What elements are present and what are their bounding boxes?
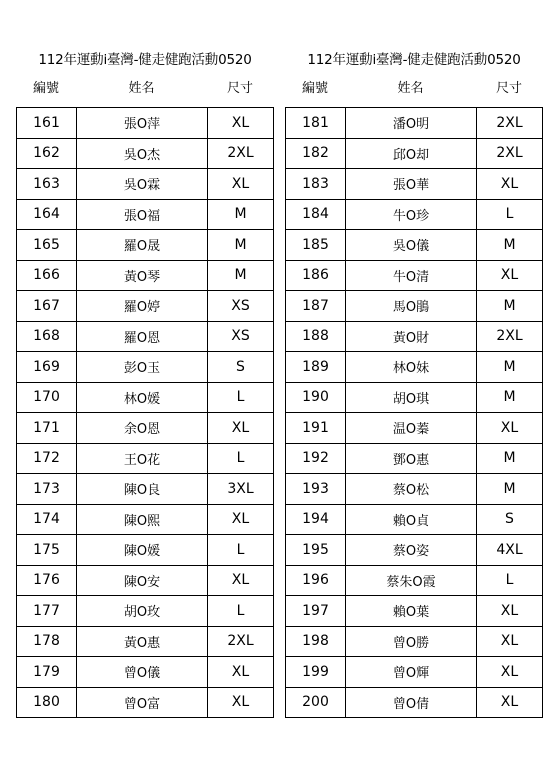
cell-number: 190 xyxy=(286,382,346,413)
cell-name: 賴O貞 xyxy=(346,504,477,535)
cell-number: 163 xyxy=(17,169,77,200)
table-row xyxy=(17,321,274,352)
table-row xyxy=(286,199,543,230)
cell-name: 林O媛 xyxy=(77,382,208,413)
cell-number: 198 xyxy=(286,626,346,657)
sheet-title: 112年運動i臺灣-健走健跑活動0520 xyxy=(307,52,521,68)
cell-size: XS xyxy=(208,291,274,322)
cell-number: 162 xyxy=(17,138,77,169)
table-row xyxy=(17,260,274,291)
table-row xyxy=(286,138,543,169)
cell-name: 陳O熙 xyxy=(77,504,208,535)
table-row xyxy=(17,596,274,627)
cell-number: 174 xyxy=(17,504,77,535)
cell-number: 172 xyxy=(17,443,77,474)
column-header-size: 尺寸 xyxy=(495,81,522,96)
cell-name: 彭O玉 xyxy=(77,352,208,383)
cell-name: 黃O琴 xyxy=(77,260,208,291)
cell-name: 陳O良 xyxy=(77,474,208,505)
cell-name: 牛O珍 xyxy=(346,199,477,230)
cell-number: 183 xyxy=(286,169,346,200)
cell-name: 蔡O松 xyxy=(346,474,477,505)
cell-name: 吳O霖 xyxy=(77,169,208,200)
cell-size: XL xyxy=(208,657,274,688)
cell-size: XL xyxy=(208,169,274,200)
cell-size: XL xyxy=(208,565,274,596)
cell-number: 169 xyxy=(17,352,77,383)
cell-size: XL xyxy=(208,108,274,139)
cell-name: 黃O惠 xyxy=(77,626,208,657)
cell-name: 余O恩 xyxy=(77,413,208,444)
cell-number: 166 xyxy=(17,260,77,291)
cell-number: 176 xyxy=(17,565,77,596)
table-row xyxy=(17,504,274,535)
column-header-name: 姓名 xyxy=(397,81,424,96)
cell-number: 195 xyxy=(286,535,346,566)
cell-name: 潘O明 xyxy=(346,108,477,139)
roster-sheet-left xyxy=(16,0,274,718)
cell-number: 167 xyxy=(17,291,77,322)
cell-size: L xyxy=(208,596,274,627)
table-row xyxy=(17,199,274,230)
cell-name: 羅O婷 xyxy=(77,291,208,322)
cell-name: 曾O倩 xyxy=(346,687,477,718)
table-row xyxy=(286,382,543,413)
cell-size: L xyxy=(208,382,274,413)
table-row xyxy=(286,291,543,322)
cell-size: M xyxy=(477,474,543,505)
cell-number: 179 xyxy=(17,657,77,688)
cell-name: 張O華 xyxy=(346,169,477,200)
cell-size: L xyxy=(477,199,543,230)
cell-name: 曾O勝 xyxy=(346,626,477,657)
cell-number: 168 xyxy=(17,321,77,352)
cell-size: XL xyxy=(477,657,543,688)
cell-number: 177 xyxy=(17,596,77,627)
cell-name: 陳O安 xyxy=(77,565,208,596)
roster-table xyxy=(285,107,543,718)
cell-size: 2XL xyxy=(477,138,543,169)
cell-name: 曾O儀 xyxy=(77,657,208,688)
cell-number: 161 xyxy=(17,108,77,139)
cell-size: XL xyxy=(208,687,274,718)
cell-number: 185 xyxy=(286,230,346,261)
cell-number: 187 xyxy=(286,291,346,322)
table-row xyxy=(286,626,543,657)
cell-number: 189 xyxy=(286,352,346,383)
cell-size: XL xyxy=(208,504,274,535)
table-row xyxy=(17,352,274,383)
cell-number: 181 xyxy=(286,108,346,139)
cell-size: 2XL xyxy=(208,626,274,657)
cell-name: 曾O富 xyxy=(77,687,208,718)
table-row xyxy=(286,260,543,291)
cell-size: M xyxy=(477,230,543,261)
column-header-row xyxy=(16,79,274,99)
cell-name: 賴O葉 xyxy=(346,596,477,627)
table-row xyxy=(17,138,274,169)
cell-size: XL xyxy=(477,413,543,444)
cell-size: 2XL xyxy=(477,321,543,352)
cell-name: 吳O杰 xyxy=(77,138,208,169)
cell-size: XS xyxy=(208,321,274,352)
table-row xyxy=(286,443,543,474)
table-row xyxy=(286,321,543,352)
cell-size: L xyxy=(208,443,274,474)
cell-name: 黃O財 xyxy=(346,321,477,352)
cell-number: 175 xyxy=(17,535,77,566)
cell-name: 張O萍 xyxy=(77,108,208,139)
table-row xyxy=(286,108,543,139)
table-row xyxy=(17,474,274,505)
table-row xyxy=(286,413,543,444)
column-header-number: 編號 xyxy=(32,81,59,96)
sheet-title: 112年運動i臺灣-健走健跑活動0520 xyxy=(38,52,252,68)
cell-number: 170 xyxy=(17,382,77,413)
table-row xyxy=(17,291,274,322)
cell-size: 3XL xyxy=(208,474,274,505)
table-row xyxy=(17,382,274,413)
table-row xyxy=(286,230,543,261)
table-row xyxy=(286,474,543,505)
cell-number: 184 xyxy=(286,199,346,230)
table-row xyxy=(286,565,543,596)
cell-number: 188 xyxy=(286,321,346,352)
table-row xyxy=(17,626,274,657)
cell-name: 邱O却 xyxy=(346,138,477,169)
cell-number: 191 xyxy=(286,413,346,444)
roster-sheet-right xyxy=(285,0,543,718)
cell-size: M xyxy=(208,260,274,291)
cell-size: 2XL xyxy=(208,138,274,169)
cell-size: XL xyxy=(477,169,543,200)
cell-size: XL xyxy=(477,260,543,291)
table-row xyxy=(17,443,274,474)
cell-size: M xyxy=(477,382,543,413)
cell-number: 194 xyxy=(286,504,346,535)
table-row xyxy=(17,413,274,444)
table-row xyxy=(286,535,543,566)
cell-name: 王O花 xyxy=(77,443,208,474)
cell-size: M xyxy=(208,230,274,261)
table-row xyxy=(286,504,543,535)
cell-size: M xyxy=(477,291,543,322)
cell-size: M xyxy=(477,352,543,383)
cell-number: 171 xyxy=(17,413,77,444)
column-header-row xyxy=(285,79,543,99)
cell-number: 196 xyxy=(286,565,346,596)
table-row xyxy=(17,108,274,139)
cell-name: 羅O恩 xyxy=(77,321,208,352)
cell-number: 164 xyxy=(17,199,77,230)
table-row xyxy=(17,687,274,718)
cell-name: 胡O玫 xyxy=(77,596,208,627)
table-row xyxy=(17,169,274,200)
cell-size: 4XL xyxy=(477,535,543,566)
cell-size: XL xyxy=(208,413,274,444)
cell-name: 温O蓁 xyxy=(346,413,477,444)
cell-name: 陳O媛 xyxy=(77,535,208,566)
cell-number: 186 xyxy=(286,260,346,291)
cell-number: 199 xyxy=(286,657,346,688)
column-header-size: 尺寸 xyxy=(226,81,253,96)
cell-number: 165 xyxy=(17,230,77,261)
cell-name: 羅O晟 xyxy=(77,230,208,261)
cell-size: S xyxy=(208,352,274,383)
cell-name: 蔡O姿 xyxy=(346,535,477,566)
cell-name: 蔡朱O霞 xyxy=(346,565,477,596)
cell-size: XL xyxy=(477,687,543,718)
cell-number: 180 xyxy=(17,687,77,718)
cell-size: M xyxy=(477,443,543,474)
column-header-name: 姓名 xyxy=(128,81,155,96)
cell-name: 鄧O惠 xyxy=(346,443,477,474)
roster-table xyxy=(16,107,274,718)
table-row xyxy=(17,565,274,596)
table-row xyxy=(17,657,274,688)
cell-size: XL xyxy=(477,596,543,627)
cell-name: 張O福 xyxy=(77,199,208,230)
cell-number: 200 xyxy=(286,687,346,718)
cell-size: S xyxy=(477,504,543,535)
table-row xyxy=(286,352,543,383)
cell-name: 林O妹 xyxy=(346,352,477,383)
cell-name: 馬O鵑 xyxy=(346,291,477,322)
column-header-number: 編號 xyxy=(301,81,328,96)
table-row xyxy=(286,596,543,627)
cell-size: 2XL xyxy=(477,108,543,139)
table-row xyxy=(17,535,274,566)
cell-number: 173 xyxy=(17,474,77,505)
cell-size: L xyxy=(477,565,543,596)
cell-number: 197 xyxy=(286,596,346,627)
cell-size: L xyxy=(208,535,274,566)
cell-name: 吳O儀 xyxy=(346,230,477,261)
cell-name: 牛O清 xyxy=(346,260,477,291)
cell-name: 曾O輝 xyxy=(346,657,477,688)
cell-number: 182 xyxy=(286,138,346,169)
cell-number: 193 xyxy=(286,474,346,505)
table-row xyxy=(17,230,274,261)
table-row xyxy=(286,687,543,718)
cell-number: 178 xyxy=(17,626,77,657)
cell-size: XL xyxy=(477,626,543,657)
table-row xyxy=(286,169,543,200)
cell-size: M xyxy=(208,199,274,230)
table-row xyxy=(286,657,543,688)
cell-name: 胡O琪 xyxy=(346,382,477,413)
cell-number: 192 xyxy=(286,443,346,474)
